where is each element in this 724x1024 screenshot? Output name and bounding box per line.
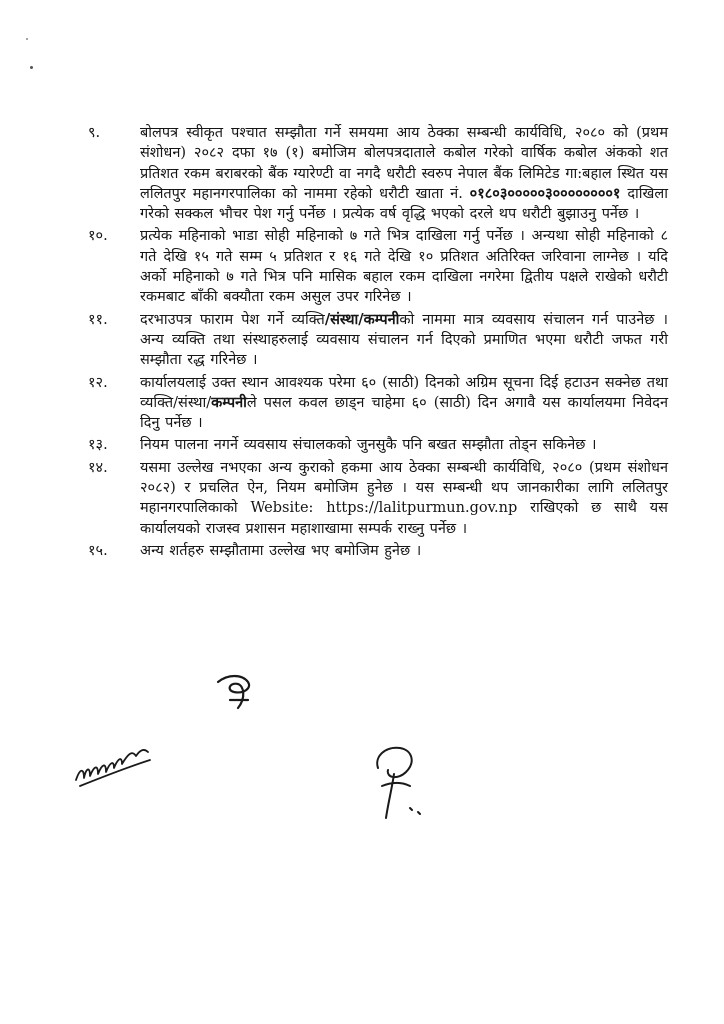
signature-right: [364, 738, 444, 828]
clause-number: १५.: [88, 542, 108, 559]
scan-speck: [30, 66, 33, 69]
clause-text-run: ले पसल कवल छाड्न चाहेमा ६० (साठी) दिन अगावै यस कार्यालयमा निवेदन दिनु पर्नेछ ।: [140, 394, 668, 432]
clause-number: ९.: [88, 125, 101, 141]
clause-number: १३.: [88, 437, 108, 454]
clause-item: [88, 541, 668, 561]
clause-text-run: दाखिला गरेको सक्कल भौचर पेश गर्नु पर्नेछ । प्रत्येक वर्ष वृद्धि भएको दरले थप धरौटी बुझाउनु पर्नेछ ।: [140, 185, 668, 223]
clause-text-run: को नाममा मात्र व्यवसाय संचालन गर्न पाउनेछ । अन्य व्यक्ति तथा संस्थाहरुलाई व्यवसाय संचालन गर्न दिएको प्रमाणित भएमा धरौटी जफत गरी सम्झौता रद्ध गरिनेछ ।: [140, 311, 668, 369]
clause-item: [88, 373, 668, 434]
clause-text-run: कार्यालयलाई उक्त स्थान आवश्यक परेमा ६० (साठी) दिनको अग्रिम सूचना दिई हटाउन सक्नेछ तथा व्यक्ति/संस्था/: [140, 374, 668, 411]
clause-text-run: दरभाउपत्र फाराम पेश गर्ने व्यक्ति: [140, 311, 325, 328]
clause-text-bold: /संस्था/कम्पनी: [324, 310, 400, 328]
clause-number: १०.: [88, 228, 108, 245]
scan-speck: [26, 38, 28, 40]
clause-text: [140, 123, 668, 224]
clause-text-run: यसमा उल्लेख नभएका अन्य कुराको हकमा आय ठेक्का सम्बन्धी कार्यविधि, २०८० (प्रथम संशोधन २०८२) र प्रचलित ऐन, नियम बमोजिम हुनेछ । यस सम्बन्धी थप जानकारीका लागि ललितपुर महानगरपालिकाको Website: https://lalitpurmun.gov.np राखिएको छ साथै यस कार्यालयको राजस्व प्रशासन महाशाखामा सम्पर्क राख्नु पर्नेछ ।: [140, 459, 668, 537]
clause-item: [88, 435, 668, 455]
clause-text: [140, 226, 668, 307]
clause-text: [140, 435, 668, 455]
signature-left: [70, 738, 170, 798]
clause-number: ११.: [88, 311, 108, 328]
clause-text-run: अन्य शर्तहरु सम्झौतामा उल्लेख भए बमोजिम हुनेछ ।: [140, 542, 422, 559]
clause-text-bold: ०१८०३०००००३००००००००१: [469, 184, 621, 202]
clause-text: [140, 458, 668, 539]
clause-text-run: बोलपत्र स्वीकृत पश्चात सम्झौता गर्ने समयमा आय ठेक्का सम्बन्धी कार्यविधि, २०८० को (प्रथम संशोधन) २०८२ दफा १७ (१) बमोजिम बोलपत्रदाताले कबोल गरेको वार्षिक कबोल अंकको शत प्रतिशत रकम बराबरको बैंक ग्यारेण्टी वा नगदै धरौटी स्वरुप नेपाल बैंक लिमिटेड गा:बहाल स्थित यस ललितपुर महानगरपालिका को नाममा रहेको धरौटी खाता नं.: [140, 125, 668, 202]
clause-item: [88, 310, 668, 371]
clause-number: १४.: [88, 459, 108, 476]
signature-initial-top: [208, 668, 260, 714]
clause-text-bold: कम्पनी: [211, 393, 247, 411]
clause-text: [140, 310, 668, 371]
clause-number: १२.: [88, 374, 108, 391]
clause-text-run: प्रत्येक महिनाको भाडा सोही महिनाको ७ गते भित्र दाखिला गर्नु पर्नेछ । अन्यथा सोही महिनाको ८ गते देखि १५ गते सम्म ५ प्रतिशत र १६ गते देखि १० प्रतिशत अतिरिक्त जरिवाना लाग्नेछ । यदि अर्को महिनाको ७ गते भित्र पनि मासिक बहाल रकम दाखिला नगरेमा द्वितीय पक्षले राखेको धरौटी रकमबाट बाँकी बक्यौता रकम असुल उपर गरिनेछ ।: [140, 228, 668, 306]
clause-item: [88, 458, 668, 539]
clause-item: [88, 226, 668, 307]
clause-text: [140, 373, 668, 434]
clause-item: [88, 123, 668, 224]
clause-text: [140, 541, 668, 561]
clause-text-run: नियम पालना नगर्ने व्यवसाय संचालकको जुनसुकै पनि बखत सम्झौता तोड्न सकिनेछ ।: [140, 437, 597, 454]
clause-list: [88, 123, 668, 563]
